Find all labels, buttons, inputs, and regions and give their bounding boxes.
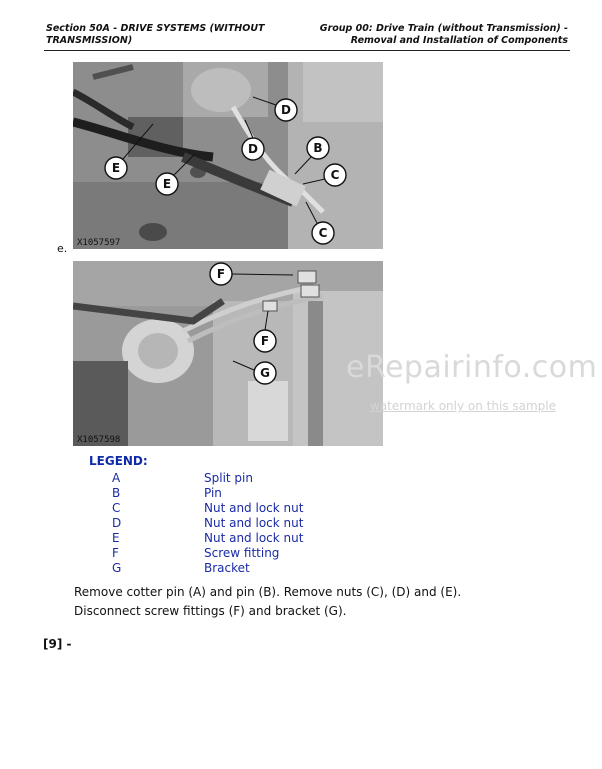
callout-g: G: [260, 366, 270, 380]
callout-c-2: C: [318, 226, 328, 240]
legend-key: B: [112, 486, 121, 500]
figure-1-id: X1057597: [77, 238, 121, 248]
callout-e-1: E: [111, 161, 121, 175]
callout-b: B: [313, 141, 323, 155]
legend-item: [112, 546, 303, 561]
legend-key: A: [112, 471, 121, 485]
callout-d-1: D: [281, 103, 291, 117]
legend-title: LEGEND:: [89, 454, 148, 468]
figure-2-photo: [73, 261, 383, 446]
legend-key: D: [112, 516, 122, 530]
callout-c-1: C: [330, 168, 340, 182]
legend-key: E: [112, 531, 120, 545]
figure-marker: e.: [57, 242, 68, 255]
legend-list: [112, 471, 303, 576]
page-footer-number: [9] -: [43, 637, 72, 651]
callout-f-1: F: [216, 267, 226, 281]
header-divider: [44, 50, 570, 51]
legend-text: Split pin: [204, 471, 253, 485]
callout-f-2: F: [260, 334, 270, 348]
watermark-text: eRepairinfo.com: [346, 350, 598, 385]
figure-1-photo: [73, 62, 383, 249]
legend-item: [112, 561, 303, 576]
legend-text: Pin: [204, 486, 222, 500]
callout-d-2: D: [248, 142, 258, 156]
legend-text: Screw fitting: [204, 546, 280, 560]
instruction-step-1: Remove cotter pin (A) and pin (B). Remove nuts (C), (D) and (E).: [74, 585, 462, 599]
watermark-subtext: watermark only on this sample: [370, 399, 557, 413]
section-header: Section 50A - DRIVE SYSTEMS (WITHOUT TRANSMISSION): [46, 23, 265, 46]
legend-item: [112, 531, 303, 546]
callout-e-2: E: [162, 177, 172, 191]
legend-key: G: [112, 561, 122, 575]
legend-text: Bracket: [204, 561, 250, 575]
instruction-step-2: Disconnect screw fittings (F) and bracket (G).: [74, 604, 347, 618]
group-header: Group 00: Drive Train (without Transmission) - Removal and Installation of Components: [319, 23, 568, 46]
legend-key: C: [112, 501, 121, 515]
figure-2-id: X1057598: [77, 435, 121, 445]
legend-item: [112, 516, 303, 531]
legend-item: [112, 471, 303, 486]
legend-text: Nut and lock nut: [204, 531, 304, 545]
legend-key: F: [112, 546, 119, 560]
legend-text: Nut and lock nut: [204, 516, 304, 530]
legend-item: [112, 486, 303, 501]
legend-text: Nut and lock nut: [204, 501, 304, 515]
legend-item: [112, 501, 303, 516]
